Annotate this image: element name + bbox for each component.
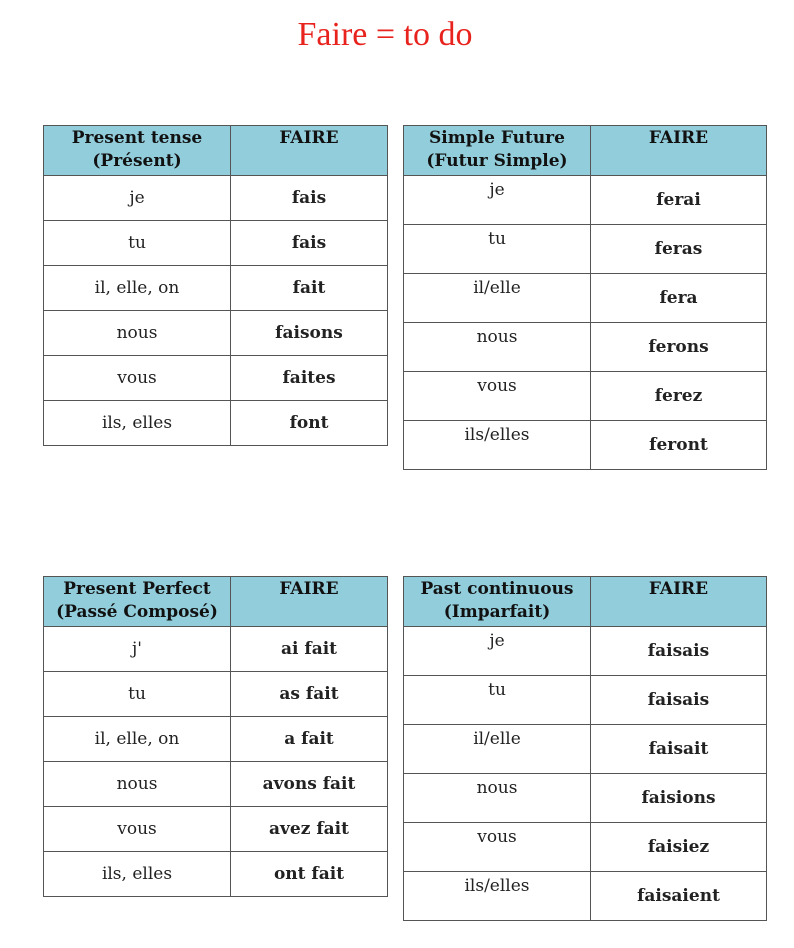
pronoun-cell: je <box>404 627 591 676</box>
pronoun-cell: il/elle <box>404 725 591 774</box>
conjugation-cell: faisait <box>591 725 767 774</box>
conjugation-cell: faisais <box>591 627 767 676</box>
pronoun-cell: il, elle, on <box>44 717 231 762</box>
table-row <box>44 717 388 762</box>
passe-compose-table <box>43 576 388 897</box>
verb-header: FAIRE <box>231 577 388 627</box>
pronoun-cell: je <box>44 176 231 221</box>
conjugation-cell: feras <box>591 225 767 274</box>
imparfait-table <box>403 576 767 921</box>
pronoun-cell: vous <box>404 372 591 421</box>
table-row <box>44 356 388 401</box>
pronoun-cell: vous <box>44 807 231 852</box>
table-row <box>44 627 388 672</box>
pronoun-cell: nous <box>404 323 591 372</box>
table-row <box>404 823 767 872</box>
table-row <box>44 762 388 807</box>
pronoun-cell: tu <box>404 676 591 725</box>
header-row <box>404 577 767 627</box>
table-row <box>44 807 388 852</box>
table-row <box>404 774 767 823</box>
pronoun-cell: vous <box>44 356 231 401</box>
table-row <box>404 421 767 470</box>
table-row <box>404 725 767 774</box>
table-row <box>44 672 388 717</box>
pronoun-cell: ils, elles <box>44 401 231 446</box>
table-row <box>44 852 388 897</box>
table-row <box>44 401 388 446</box>
table-row <box>404 274 767 323</box>
table-row <box>404 225 767 274</box>
tense-header: Simple Future (Futur Simple) <box>404 126 591 176</box>
pronoun-cell: vous <box>404 823 591 872</box>
header-row <box>44 126 388 176</box>
pronoun-cell: je <box>404 176 591 225</box>
conjugation-cell: fait <box>231 266 388 311</box>
conjugation-cell: fais <box>231 221 388 266</box>
page-title: Faire = to do <box>297 16 473 53</box>
pronoun-cell: ils/elles <box>404 872 591 921</box>
table-row <box>44 221 388 266</box>
pronoun-cell: tu <box>44 672 231 717</box>
tense-header: Present Perfect (Passé Composé) <box>44 577 231 627</box>
table-row <box>404 176 767 225</box>
conjugation-cell: faisiez <box>591 823 767 872</box>
pronoun-cell: tu <box>404 225 591 274</box>
header-row <box>44 577 388 627</box>
simple-future-table <box>403 125 767 470</box>
table-row <box>404 627 767 676</box>
conjugation-cell: ferai <box>591 176 767 225</box>
conjugation-cell: ferez <box>591 372 767 421</box>
pronoun-cell: nous <box>44 762 231 807</box>
present-tense-table <box>43 125 388 446</box>
pronoun-cell: il/elle <box>404 274 591 323</box>
conjugation-cell: feront <box>591 421 767 470</box>
pronoun-cell: j' <box>44 627 231 672</box>
conjugation-cell: avez fait <box>231 807 388 852</box>
tense-header: Present tense (Présent) <box>44 126 231 176</box>
verb-header: FAIRE <box>591 577 767 627</box>
table-row <box>404 676 767 725</box>
header-row <box>404 126 767 176</box>
table-row <box>404 872 767 921</box>
conjugation-cell: a fait <box>231 717 388 762</box>
conjugation-cell: faisais <box>591 676 767 725</box>
table-row <box>44 176 388 221</box>
pronoun-cell: il, elle, on <box>44 266 231 311</box>
conjugation-cell: ferons <box>591 323 767 372</box>
table-row <box>44 266 388 311</box>
tense-header: Past continuous (Imparfait) <box>404 577 591 627</box>
conjugation-cell: faisaient <box>591 872 767 921</box>
table-row <box>404 372 767 421</box>
pronoun-cell: tu <box>44 221 231 266</box>
pronoun-cell: ils, elles <box>44 852 231 897</box>
pronoun-cell: nous <box>44 311 231 356</box>
table-row <box>404 323 767 372</box>
conjugation-cell: faisions <box>591 774 767 823</box>
conjugation-cell: font <box>231 401 388 446</box>
verb-header: FAIRE <box>231 126 388 176</box>
conjugation-cell: faisons <box>231 311 388 356</box>
table-row <box>44 311 388 356</box>
conjugation-cell: fera <box>591 274 767 323</box>
conjugation-cell: ont fait <box>231 852 388 897</box>
conjugation-cell: ai fait <box>231 627 388 672</box>
conjugation-cell: faites <box>231 356 388 401</box>
verb-header: FAIRE <box>591 126 767 176</box>
conjugation-cell: fais <box>231 176 388 221</box>
pronoun-cell: nous <box>404 774 591 823</box>
conjugation-cell: avons fait <box>231 762 388 807</box>
conjugation-cell: as fait <box>231 672 388 717</box>
pronoun-cell: ils/elles <box>404 421 591 470</box>
